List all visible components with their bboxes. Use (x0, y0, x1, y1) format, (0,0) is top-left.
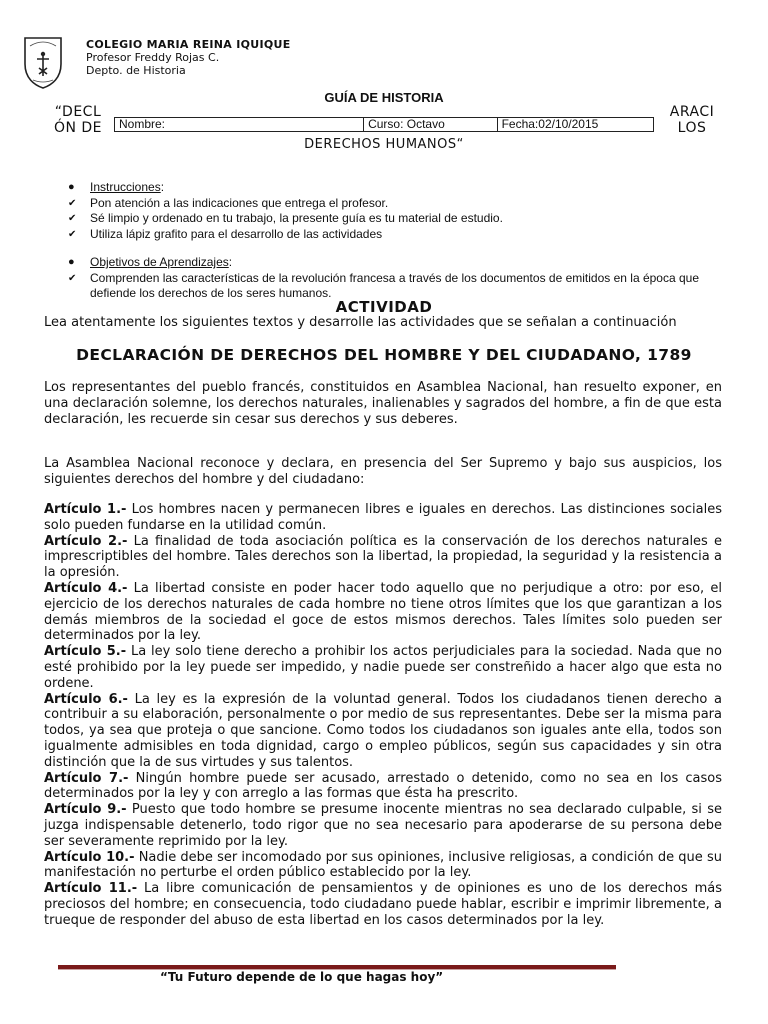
footer-motto: “Tu Futuro depende de lo que hagas hoy” (160, 970, 444, 984)
objectives-section (68, 255, 728, 301)
instructions-heading: Instrucciones (90, 180, 161, 194)
article-item (44, 802, 722, 849)
objectives-heading: Objetivos de Aprendizajes (90, 255, 229, 269)
article-label: Artículo 6.- (44, 691, 128, 707)
article-label: Artículo 11.- (44, 881, 138, 897)
article-text: Ningún hombre puede ser acusado, arrestado o detenido, como no sea en los casos determinados por la ley y con arreglo a las formas que ésta ha prescrito. (44, 770, 722, 802)
article-label: Artículo 4.- (44, 580, 128, 596)
article-text: La ley es la expresión de la voluntad general. Todos los ciudadanos tienen derecho a contribuir a su elaboración, personalmente o por medio de sus representantes. Debe ser la misma para todos, ya sea que proteja o que sancione. Como todos los ciudadanos son iguales ante ella, todos son igualmente admisibles en toda dignidad, cargo o empleo públicos, según sus capacidades y sin otra distinción que la de sus virtudes y sus talentos. (44, 691, 722, 770)
article-item (44, 581, 722, 644)
article-item (44, 771, 722, 803)
article-item (44, 850, 722, 882)
list-item (68, 211, 728, 227)
title-right-line1: ARACI (669, 104, 715, 120)
declaration-paragraph-2: La Asamblea Nacional reconoce y declara, en presencia del Ser Supremo y bajo sus auspicios, los siguientes derechos del hombre y del ciudadano: (44, 456, 722, 487)
department-name: Depto. de Historia (86, 64, 186, 77)
article-item (44, 881, 722, 928)
instructions-heading-wrap (90, 180, 164, 196)
objectives-heading-row (68, 255, 728, 271)
instruction-text: Utiliza lápiz grafito para el desarrollo de las actividades (90, 226, 383, 241)
article-text: La finalidad de toda asociación política es la conservación de los derechos naturales e imprescriptibles del hombre. Tales derechos son la libertad, la propiedad, la seguridad y la resistencia a la opresión. (44, 533, 723, 581)
list-item (68, 271, 728, 301)
instruction-text: Pon atención a las indicaciones que entrega el profesor. (90, 195, 389, 210)
article-label: Artículo 7.- (44, 770, 129, 786)
article-item (44, 534, 722, 581)
check-icon: ✔ (68, 228, 77, 240)
article-label: Artículo 5.- (44, 644, 127, 660)
check-icon: ✔ (68, 197, 77, 209)
declaration-paragraph-1: Los representantes del pueblo francés, constituidos en Asamblea Nacional, han resuelto exponer, en una declaración solemne, los derechos naturales, inalienables y sagrados del hombre, a fin de que esta declaración, les recuerde sin cesar sus derechos y sus deberes. (44, 380, 722, 427)
title-left-line2: ÓN DE (53, 120, 103, 136)
title-fragment-center: DERECHOS HUMANOS“ (304, 137, 464, 152)
instructions-heading-row (68, 180, 728, 196)
school-name: COLEGIO MARIA REINA IQUIQUE (86, 38, 291, 51)
school-info (86, 38, 291, 77)
teacher-name: Profesor Freddy Rojas C. (86, 51, 220, 64)
articles-list (44, 502, 722, 929)
course-field: Curso: Octavo (364, 118, 498, 131)
title-fragment-left (46, 104, 110, 136)
article-text: Nadie debe ser incomodado por sus opiniones, inclusive religiosas, a condición de que su manifestación no perturbe el orden público establecido por la ley. (44, 849, 722, 881)
list-item (68, 196, 728, 212)
article-label: Artículo 1.- (44, 502, 127, 517)
check-icon: ✔ (68, 213, 77, 224)
school-crest-icon (22, 34, 64, 90)
check-icon: ✔ (68, 272, 77, 284)
article-item (44, 644, 722, 691)
article-item (44, 502, 722, 534)
title-fragment-right (664, 104, 720, 136)
activity-intro: Lea atentamente los siguientes textos y desarrolle las actividades que se señalan a continuación (44, 315, 677, 330)
article-text: Puesto que todo hombre se presume inocente mientras no sea declarado culpable, si se juzga indispensable detenerlo, todo rigor que no sea necesario para apoderarse de su persona debe ser severamente reprimido por la ley. (44, 802, 722, 849)
list-item (68, 227, 728, 243)
article-label: Artículo 9.- (44, 802, 127, 818)
article-label: Artículo 10.- (44, 849, 135, 865)
instructions-section (68, 180, 728, 242)
guide-title: GUÍA DE HISTORIA (324, 90, 444, 105)
article-text: Los hombres nacen y permanecen libres e iguales en derechos. Las distinciones sociales solo pueden fundarse en la utilidad común. (44, 502, 722, 533)
instruction-text: Sé limpio y ordenado en tu trabajo, la presente guía es tu material de estudio. (90, 211, 503, 225)
activity-title: ACTIVIDAD (335, 298, 433, 316)
bullet-icon: ● (68, 181, 75, 193)
objectives-heading-wrap (90, 255, 232, 271)
article-text: La ley solo tiene derecho a prohibir los actos perjudiciales para la sociedad. Nada que no esté prohibido por la ley puede ser impedido, y nadie puede ser constreñido a hacer algo que esta no ordene. (44, 644, 722, 691)
title-left-line1: “DECL (54, 104, 102, 120)
article-text: La libertad consiste en poder hacer todo aquello que no perjudique a otro: por eso, el ejercicio de los derechos naturales de cada hombre no tiene otros límites que los que garantizan a los demás miembros de la sociedad el goce de estos mismos derechos. Tales límites solo pueden ser determinados por la ley. (44, 580, 722, 644)
objective-text: Comprenden las características de la revolución francesa a través de los documentos de emitidos en la época que defiende los derechos de los seres humanos. (90, 270, 700, 300)
declaration-title: DECLARACIÓN DE DERECHOS DEL HOMBRE Y DEL CIUDADANO, 1789 (76, 346, 692, 364)
objectives-colon: : (228, 255, 233, 269)
article-label: Artículo 2.- (44, 533, 128, 549)
date-field: Fecha:02/10/2015 (501, 117, 599, 131)
article-item (44, 692, 722, 771)
article-text: La libre comunicación de pensamientos y de opiniones es uno de los derechos más preciosos del hombre; en consecuencia, todo ciudadano puede hablar, escribir e imprimir libremente, a trueque de responder del abuso de esta libertad en los casos determinados por la ley. (44, 881, 722, 928)
bullet-icon: ● (68, 256, 75, 268)
student-info-table (114, 117, 654, 132)
title-right-line2: LOS (677, 120, 707, 136)
name-field[interactable]: Nombre: (115, 118, 364, 131)
instructions-colon: : (160, 180, 165, 194)
